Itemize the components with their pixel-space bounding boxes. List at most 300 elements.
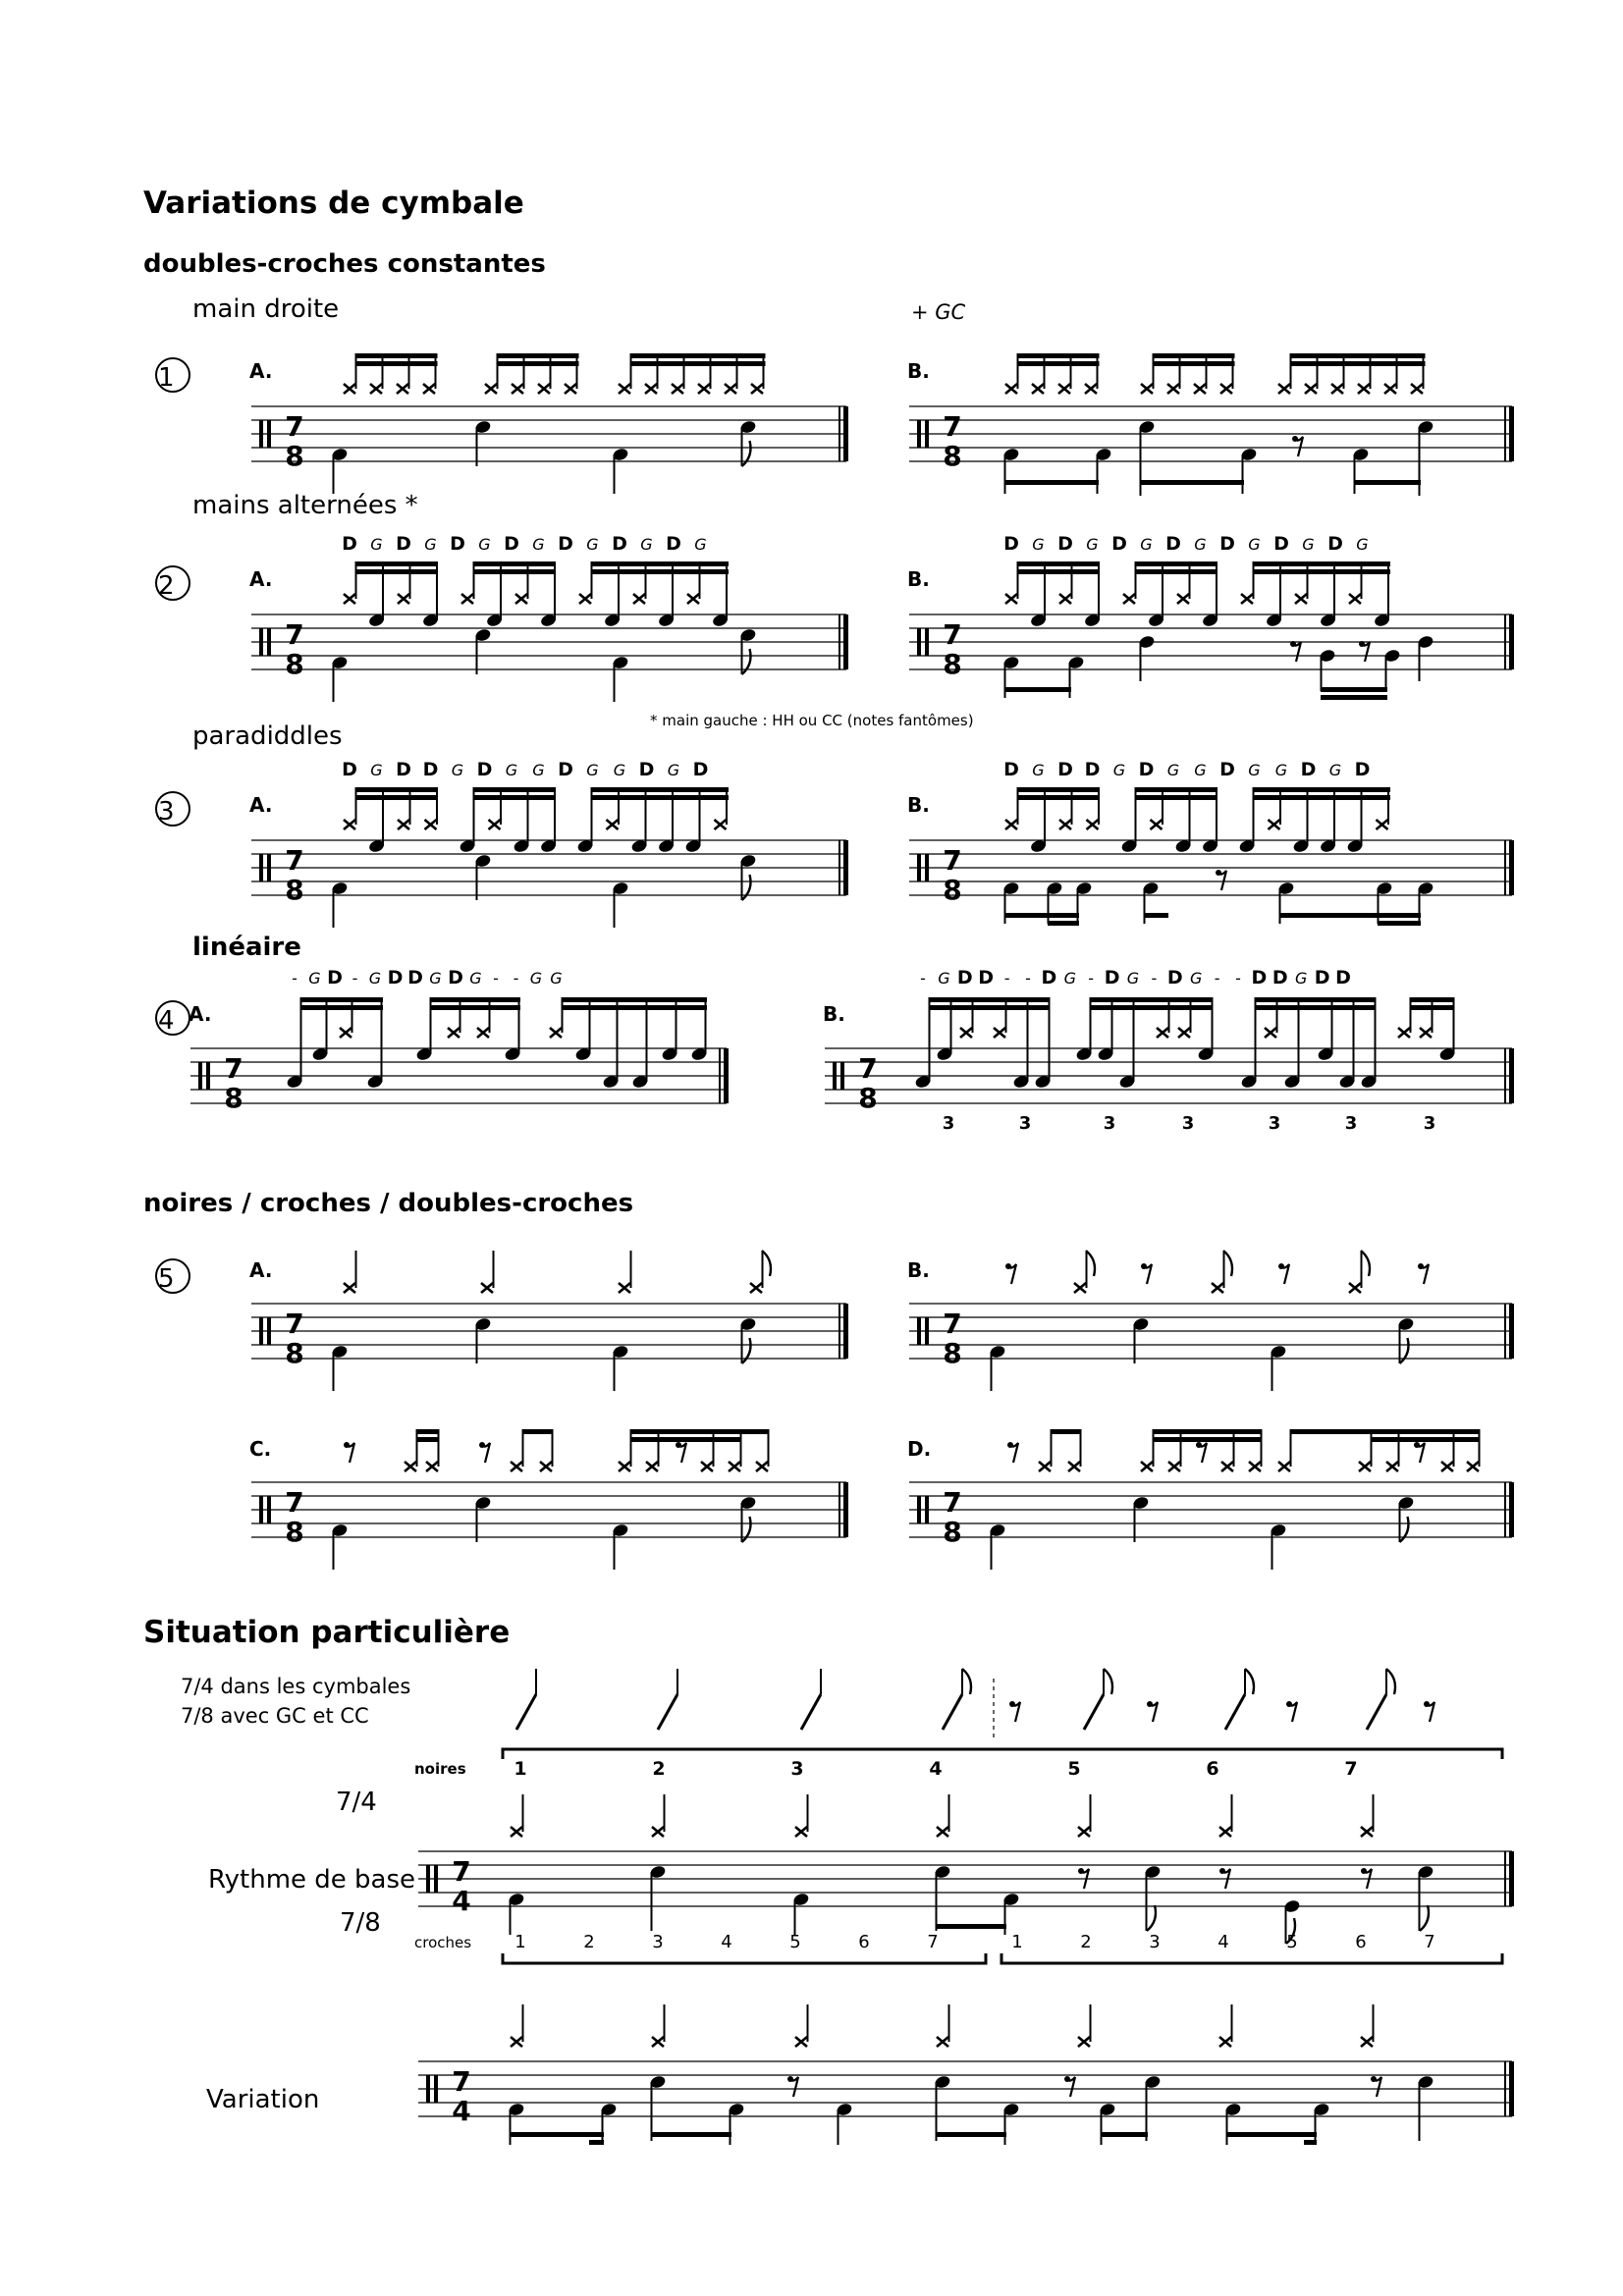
staff-5c-clef xyxy=(267,1496,271,1523)
stick-2b-stick: D xyxy=(1003,533,1019,555)
staff-4a-final-bar xyxy=(719,1048,721,1103)
staff-1b-cymbal-head xyxy=(1411,384,1423,394)
staff-base-final-bar xyxy=(1509,1851,1514,1906)
letter-5b: B. xyxy=(907,1258,930,1282)
staff-1b-beam xyxy=(1018,361,1100,366)
stick-2a-stick: G xyxy=(640,535,653,554)
staff-3b-beam xyxy=(1378,921,1421,926)
staff-2b-beam xyxy=(1017,569,1100,574)
stick-3a-stick: D xyxy=(692,759,709,780)
staff-4b-beam xyxy=(1410,997,1453,1002)
staff-5b-eighth-rest xyxy=(1418,1263,1424,1269)
stick-3b-stick: G xyxy=(1194,761,1207,779)
staff-3b-beam xyxy=(1279,913,1421,918)
staff-3a-beam xyxy=(591,787,729,792)
staff-1a-cymbal-head xyxy=(397,384,408,394)
stick-4a-stick: G xyxy=(308,969,321,988)
stick-4b-stick: D xyxy=(1251,967,1268,988)
eighth-count-b-3: 3 xyxy=(1149,1932,1161,1952)
staff-2a-cymbal-head xyxy=(515,594,527,604)
letter-1b: B. xyxy=(907,359,930,383)
letter-3a: A. xyxy=(249,793,273,817)
staff-base-cymbal-head xyxy=(937,1827,948,1837)
staff-3b-cymbal-head xyxy=(1059,820,1071,829)
eighth-count-a-4: 4 xyxy=(721,1932,732,1952)
stick-3b-stick: G xyxy=(1112,761,1126,779)
staff-4b-triplet-3: 3 xyxy=(1103,1113,1116,1134)
staff-1b-beam xyxy=(1018,353,1100,358)
staff-1a-cymbal-head xyxy=(698,384,710,394)
cymbal-pulse-flag xyxy=(1245,1669,1254,1694)
staff-2b-beam xyxy=(1321,687,1387,692)
cymbal-pulse-flag xyxy=(1386,1669,1395,1694)
staff-4a-time-bottom: 8 xyxy=(224,1082,243,1114)
staff-1b-cymbal-head xyxy=(1305,384,1317,394)
staff-5d-beam xyxy=(1153,1429,1261,1434)
stick-4b-stick: - xyxy=(1088,969,1095,988)
staff-2b-beam xyxy=(1253,569,1390,574)
staff-1b-beam xyxy=(1291,353,1426,358)
staff-1b-beam xyxy=(1354,480,1421,485)
staff-5c-eighth-rest xyxy=(676,1442,681,1448)
staff-1a-beam xyxy=(631,361,766,366)
staff-3a-beam xyxy=(591,795,729,800)
staff-5c-beam xyxy=(630,1429,740,1434)
staff-variation-eighth-rest xyxy=(787,2076,793,2082)
staff-4a-beam xyxy=(562,997,707,1002)
staff-1b-beam xyxy=(1154,353,1235,358)
staff-variation-cymbal-head xyxy=(937,2037,948,2047)
staff-5d-eighth-rest xyxy=(1007,1442,1013,1448)
staff-1a-cymbal-head xyxy=(370,384,382,394)
staff-2b-time-bottom: 8 xyxy=(943,648,962,680)
staff-1b-clef xyxy=(917,420,921,448)
staff-3b-beam xyxy=(1017,787,1100,792)
staff-4b-triplet-2: 3 xyxy=(1018,1113,1032,1134)
stick-2a-stick: G xyxy=(370,535,383,554)
staff-1b-cymbal-head xyxy=(1278,384,1290,394)
staff-3a-cymbal-head xyxy=(607,820,619,829)
staff-3b-beam xyxy=(1253,787,1390,792)
staff-5c-cymbal-head xyxy=(756,1462,768,1471)
staff-3b-cymbal-head xyxy=(1005,820,1017,829)
staff-2b-clef xyxy=(917,628,921,656)
staff-5b-clef xyxy=(925,1317,929,1345)
staff-2a-final-bar xyxy=(843,614,848,669)
staff-1b-cymbal-head xyxy=(1032,384,1044,394)
staff-2a-beam xyxy=(355,569,438,574)
stick-3a-stick: D xyxy=(342,759,357,780)
section-title-mixed-values: noires / croches / doubles-croches xyxy=(143,1189,634,1218)
stick-4b-stick: D xyxy=(956,967,973,988)
staff-5d-final-bar xyxy=(1504,1482,1506,1537)
staff-3b-cymbal-head xyxy=(1087,820,1099,829)
staff-5c-beam xyxy=(630,1437,740,1442)
staff-5c-final-bar xyxy=(843,1482,848,1537)
label-linear: linéaire xyxy=(192,933,301,962)
staff-variation-cymbal-head xyxy=(1219,2037,1231,2047)
staff-2b-cymbal-head xyxy=(1241,594,1253,604)
stick-4b-stick: D xyxy=(1271,967,1288,988)
footnote: * main gauche : HH ou CC (notes fantômes) xyxy=(650,712,974,729)
staff-4a-cymbal-head xyxy=(340,1028,352,1038)
staff-4b-cymbal-head xyxy=(1157,1028,1168,1038)
staff-5b-flag xyxy=(1400,1338,1409,1363)
quarter-count-6: 6 xyxy=(1206,1758,1219,1780)
cymbal-pulse-slash xyxy=(1367,1694,1386,1730)
stick-4a-stick: D xyxy=(327,967,343,988)
staff-base-cymbal-head xyxy=(511,1827,522,1837)
staff-1b-cymbal-head xyxy=(1331,384,1343,394)
staff-4b-beam xyxy=(1255,1005,1375,1010)
staff-2a-clef xyxy=(267,628,271,656)
staff-2a-beam xyxy=(591,561,729,566)
section-title-constant-sixteenths: doubles-croches constantes xyxy=(143,249,546,279)
staff-base-cymbal-head xyxy=(652,1827,664,1837)
staff-5c-final-bar xyxy=(839,1482,840,1537)
staff-3a-time-bottom: 8 xyxy=(285,874,304,906)
cymbal-pulse-slash xyxy=(943,1694,962,1730)
staff-5d-cymbal-head xyxy=(1278,1462,1290,1471)
cymbal-pulse-slash xyxy=(516,1694,536,1730)
staff-3b-clef xyxy=(917,854,921,881)
stick-3a-stick: G xyxy=(667,761,680,779)
staff-1b-cymbal-head xyxy=(1384,384,1396,394)
stick-4a-stick: G xyxy=(529,969,543,988)
eighth-bracket-1 xyxy=(503,1953,986,1963)
stick-3a-stick: D xyxy=(422,759,439,780)
exercise-number-3: 3 xyxy=(158,797,175,827)
staff-2a-beam xyxy=(473,569,556,574)
staff-5c-cymbal-head xyxy=(511,1462,522,1471)
staff-3b-beam xyxy=(1135,795,1217,800)
staff-5c-cymbal-head xyxy=(405,1462,416,1471)
letter-2b: B. xyxy=(907,567,930,591)
staff-3a-cymbal-head xyxy=(489,820,501,829)
staff-4b-beam xyxy=(929,997,1049,1002)
staff-1a-beam xyxy=(356,353,438,358)
label-variation: Variation xyxy=(206,2085,320,2114)
eighth-count-a-7: 7 xyxy=(927,1932,939,1952)
stick-3a-stick: D xyxy=(558,759,573,780)
staff-variation-clef xyxy=(426,2075,430,2103)
staff-2b-cymbal-head xyxy=(1295,594,1307,604)
cymbal-pulse-flag xyxy=(1104,1669,1112,1694)
staff-variation-beam xyxy=(510,2132,604,2137)
staff-variation-eighth-rest xyxy=(1371,2076,1377,2082)
staff-4a-cymbal-head xyxy=(477,1028,489,1038)
staff-4a-beam xyxy=(430,1005,520,1010)
staff-variation-beam xyxy=(1101,2132,1148,2137)
staff-5c-time-top: 7 xyxy=(285,1486,304,1519)
staff-1b-cymbal-head xyxy=(1058,384,1070,394)
label-eighths: croches xyxy=(414,1934,472,1951)
label-right-hand: main droite xyxy=(192,294,340,324)
staff-4b-final-bar xyxy=(1509,1048,1514,1103)
staff-2b-final-bar xyxy=(1504,614,1506,669)
staff-4b-cymbal-head xyxy=(1265,1028,1276,1038)
staff-5d-cymbal-head xyxy=(1141,1462,1153,1471)
staff-3a-beam xyxy=(355,787,438,792)
page-title: Variations de cymbale xyxy=(143,186,524,221)
staff-5a-final-bar xyxy=(839,1304,840,1359)
staff-2b-eighth-rest xyxy=(1290,641,1296,647)
staff-base-beam xyxy=(936,1924,1006,1929)
staff-3a-beam xyxy=(473,795,556,800)
staff-base-clef xyxy=(434,1865,438,1893)
stick-4a-stick: D xyxy=(448,967,463,988)
stick-2a-stick: D xyxy=(666,533,681,555)
stick-2a-stick: D xyxy=(396,533,411,555)
stick-2a-stick: D xyxy=(342,533,357,555)
eighth-count-a-3: 3 xyxy=(652,1932,664,1952)
letter-1a: A. xyxy=(249,359,273,383)
stick-2a-stick: G xyxy=(586,535,599,554)
stick-3b-stick: D xyxy=(1003,759,1019,780)
staff-1b-beam xyxy=(1154,361,1235,366)
staff-3a-cymbal-head xyxy=(715,820,727,829)
staff-3a-cymbal-head xyxy=(425,820,437,829)
staff-1b-cymbal-head xyxy=(1005,384,1017,394)
stick-2b-stick: G xyxy=(1140,535,1153,554)
staff-1a-clef xyxy=(267,420,271,448)
staff-4b-triplet-4: 3 xyxy=(1181,1113,1195,1134)
letter-4a: A. xyxy=(189,1002,212,1026)
staff-5c-beam xyxy=(740,1429,768,1434)
stick-4b-stick: D xyxy=(1335,967,1351,988)
exercise-number-2: 2 xyxy=(158,571,175,601)
stick-2b-stick: D xyxy=(1111,533,1127,555)
staff-5a-clef xyxy=(267,1317,271,1345)
eighth-count-b-4: 4 xyxy=(1217,1932,1229,1952)
stick-3b-stick: G xyxy=(1274,761,1288,779)
staff-5b-eighth-rest xyxy=(1278,1263,1284,1269)
label-plus-bass-drum: + GC xyxy=(911,300,966,324)
staff-2b-cymbal-head xyxy=(1123,594,1135,604)
stick-2b-stick: D xyxy=(1057,533,1073,555)
staff-4b-cymbal-head xyxy=(1398,1028,1410,1038)
staff-variation-cymbal-head xyxy=(795,2037,807,2047)
staff-base-cymbal-head xyxy=(795,1827,807,1837)
staff-2b-beam xyxy=(1321,695,1387,700)
staff-1b-cymbal-head xyxy=(1220,384,1232,394)
staff-1b-cymbal-head xyxy=(1194,384,1206,394)
staff-variation-clef xyxy=(434,2075,438,2103)
staff-1a-beam xyxy=(356,361,438,366)
cymbal-pulse-eighth-rest xyxy=(1009,1701,1015,1707)
stick-4a-stick: - xyxy=(292,969,298,988)
staff-1a-beam xyxy=(631,353,766,358)
staff-1a-cymbal-head xyxy=(725,384,736,394)
letter-4b: B. xyxy=(823,1002,845,1026)
stick-4b-stick: D xyxy=(1314,967,1330,988)
staff-variation-cymbal-head xyxy=(511,2037,522,2047)
staff-5c-eighth-rest xyxy=(344,1442,350,1448)
staff-2a-cymbal-head xyxy=(398,594,409,604)
staff-4b-triplet-7: 3 xyxy=(1423,1113,1436,1134)
cymbal-pulse-slash xyxy=(1084,1694,1104,1730)
eighth-bracket-2 xyxy=(1001,1953,1502,1963)
staff-5b-cymbal-head xyxy=(1212,1283,1223,1293)
label-quarters: noires xyxy=(414,1760,466,1778)
staff-5a-cymbal-head xyxy=(481,1283,493,1293)
staff-4a-time-top: 7 xyxy=(224,1052,243,1085)
staff-1a-time-top: 7 xyxy=(285,410,304,443)
stick-4a-stick: G xyxy=(550,969,563,988)
cymbal-pulse-slash xyxy=(658,1694,677,1730)
staff-base-eighth-rest xyxy=(1078,1868,1084,1874)
staff-4b-time-top: 7 xyxy=(858,1052,878,1085)
exercise-number-4: 4 xyxy=(158,1006,175,1036)
stick-2a-stick: G xyxy=(478,535,491,554)
staff-5b-cymbal-head xyxy=(1074,1283,1086,1293)
staff-4b-clef xyxy=(833,1062,837,1090)
staff-4a-clef xyxy=(206,1062,210,1090)
stick-4b-stick: - xyxy=(1214,969,1220,988)
exercise-number-1: 1 xyxy=(158,363,175,393)
staff-1b-clef xyxy=(925,420,929,448)
staff-1a-cymbal-head xyxy=(512,384,523,394)
staff-1a-final-bar xyxy=(843,406,848,461)
staff-3a-beam xyxy=(355,795,438,800)
stick-4b-stick: G xyxy=(1063,969,1077,988)
quarter-count-5: 5 xyxy=(1067,1758,1081,1780)
staff-5c-clef xyxy=(259,1496,263,1523)
letter-3b: B. xyxy=(907,793,930,817)
staff-2b-cymbal-head xyxy=(1177,594,1189,604)
staff-5d-eighth-rest xyxy=(1196,1442,1202,1448)
staff-3b-beam xyxy=(1135,787,1217,792)
eighth-count-b-5: 5 xyxy=(1286,1932,1298,1952)
stick-4a-stick: - xyxy=(352,969,358,988)
stick-2a-stick: D xyxy=(558,533,573,555)
staff-base-cymbal-head xyxy=(1361,1827,1373,1837)
staff-5d-cymbal-head xyxy=(1168,1462,1180,1471)
staff-4b-cymbal-head xyxy=(994,1028,1005,1038)
stick-2b-stick: G xyxy=(1302,535,1315,554)
staff-variation-cymbal-head xyxy=(1078,2037,1090,2047)
staff-3a-final-bar xyxy=(843,840,848,895)
eighth-count-a-6: 6 xyxy=(858,1932,870,1952)
staff-5a-clef xyxy=(259,1317,263,1345)
staff-3a-clef xyxy=(259,854,263,881)
staff-5a-cymbal-head xyxy=(344,1283,355,1293)
staff-variation-beam xyxy=(936,2132,1006,2137)
staff-2a-cymbal-head xyxy=(344,594,355,604)
staff-3a-time-top: 7 xyxy=(285,844,304,877)
staff-2a-beam xyxy=(473,561,556,566)
label-alternating-hands: mains alternées * xyxy=(192,491,418,520)
staff-variation-beam xyxy=(651,2132,731,2137)
stick-4b-stick: - xyxy=(1003,969,1010,988)
staff-3b-final-bar xyxy=(1504,840,1506,895)
staff-5a-final-bar xyxy=(843,1304,848,1359)
staff-base-flag xyxy=(1420,1905,1429,1931)
stick-2b-stick: G xyxy=(1356,535,1369,554)
staff-variation-final-bar xyxy=(1509,2061,1514,2116)
staff-5d-beam xyxy=(1371,1437,1479,1442)
stick-4b-stick: D xyxy=(1104,967,1120,988)
staff-5d-time-bottom: 8 xyxy=(943,1516,962,1548)
staff-5d-cymbal-head xyxy=(1386,1462,1398,1471)
staff-base-time-bottom: 4 xyxy=(452,1885,471,1917)
staff-5d-flag xyxy=(1400,1517,1409,1542)
staff-5c-cymbal-head xyxy=(646,1462,658,1471)
cymbal-pulse-eighth-rest xyxy=(1147,1701,1153,1707)
stick-3a-stick: G xyxy=(532,761,545,779)
staff-2b-cymbal-head xyxy=(1005,594,1017,604)
stick-2a-stick: D xyxy=(504,533,519,555)
stick-3a-stick: D xyxy=(638,759,655,780)
staff-5d-clef xyxy=(917,1496,921,1523)
staff-2a-cymbal-head xyxy=(579,594,591,604)
staff-3b-beam xyxy=(1017,795,1100,800)
staff-2b-time-top: 7 xyxy=(943,618,962,651)
stick-2b-stick: G xyxy=(1032,535,1045,554)
stick-4a-stick: G xyxy=(469,969,482,988)
eighth-count-b-6: 6 xyxy=(1355,1932,1367,1952)
staff-4b-time-bottom: 8 xyxy=(858,1082,878,1114)
stick-4a-stick: - xyxy=(513,969,519,988)
staff-1a-cymbal-head xyxy=(344,384,355,394)
eighth-count-a-2: 2 xyxy=(583,1932,595,1952)
staff-3b-beam xyxy=(1253,795,1390,800)
staff-5c-eighth-rest xyxy=(479,1442,485,1448)
staff-1b-beam xyxy=(1140,480,1244,485)
staff-variation-eighth-rest xyxy=(1064,2076,1070,2082)
staff-base-clef xyxy=(426,1865,430,1893)
staff-3b-beam xyxy=(1144,913,1168,918)
staff-2b-cymbal-head xyxy=(1349,594,1361,604)
staff-5a-cymbal-head xyxy=(750,1283,762,1293)
staff-4b-triplet-5: 3 xyxy=(1268,1113,1281,1134)
staff-2a-clef xyxy=(259,628,263,656)
staff-3b-cymbal-head xyxy=(1377,820,1388,829)
stick-3a-stick: G xyxy=(613,761,626,779)
staff-5c-flag xyxy=(742,1517,751,1542)
letter-5c: C. xyxy=(249,1437,272,1461)
staff-4b-cymbal-head xyxy=(1420,1028,1432,1038)
staff-5c-beam xyxy=(416,1429,438,1434)
stick-4b-stick: G xyxy=(1189,969,1203,988)
stick-3a-stick: G xyxy=(586,761,599,779)
letter-5d: D. xyxy=(907,1437,932,1461)
staff-base-final-bar xyxy=(1504,1851,1506,1906)
eighth-count-b-2: 2 xyxy=(1080,1932,1092,1952)
cymbal-pulse-slash xyxy=(1225,1694,1245,1730)
staff-2a-flag xyxy=(742,649,751,674)
staff-variation-cymbal-head xyxy=(1361,2037,1373,2047)
staff-5c-cymbal-head xyxy=(701,1462,713,1471)
staff-variation-beam xyxy=(1304,2140,1317,2145)
staff-1a-cymbal-head xyxy=(619,384,630,394)
stick-4b-stick: - xyxy=(920,969,926,988)
staff-4a-beam xyxy=(430,997,520,1002)
staff-variation-time-top: 7 xyxy=(452,2065,471,2098)
stick-4b-stick: D xyxy=(1041,967,1057,988)
stick-2b-stick: G xyxy=(1248,535,1261,554)
staff-4b-beam xyxy=(1090,1005,1212,1010)
staff-4b-clef xyxy=(840,1062,844,1090)
staff-5c-cymbal-head xyxy=(619,1462,630,1471)
staff-1a-cymbal-head xyxy=(751,384,763,394)
stick-2b-stick: G xyxy=(1194,535,1207,554)
staff-1a-beam xyxy=(498,361,579,366)
staff-3b-beam xyxy=(1004,913,1079,918)
staff-4a-beam xyxy=(562,1005,707,1010)
staff-1b-final-bar xyxy=(1509,406,1514,461)
stick-4b-stick: D xyxy=(978,967,995,988)
